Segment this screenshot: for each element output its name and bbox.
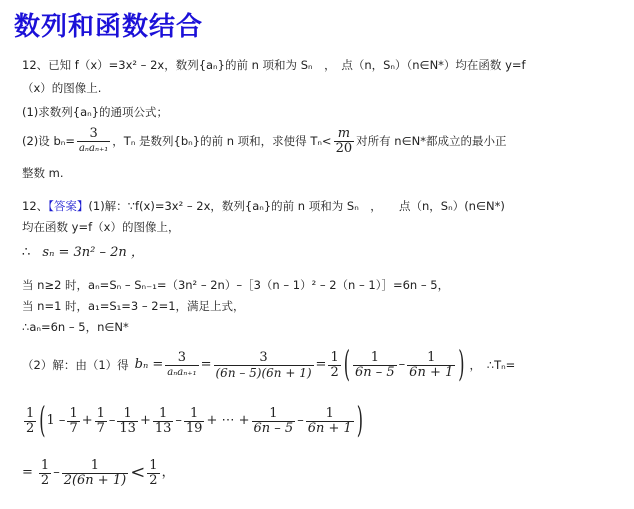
fraction-numerator: 3 xyxy=(259,349,268,365)
part2-fraction-m20 xyxy=(334,127,355,156)
final-fraction-a xyxy=(39,459,51,488)
fraction-denominator: (6n – 5)(6n + 1) xyxy=(215,365,312,380)
fraction-denominator: 13 xyxy=(154,420,172,436)
problem-line-2: （x）的图像上. xyxy=(22,81,102,95)
tn-intro: ， ∴Tₙ= xyxy=(469,358,516,372)
sum-term-5-sign: + ⋯ + xyxy=(206,413,250,428)
fraction-numerator: 1 xyxy=(330,349,339,365)
equals-sign: = xyxy=(22,465,33,480)
minus-sign: – xyxy=(398,357,406,372)
fraction-denominator: 7 xyxy=(69,420,78,436)
page-title: 数列和函数结合 xyxy=(14,12,204,42)
therefore-symbol: ∴ xyxy=(22,245,31,260)
fraction-denominator: 6n – 5 xyxy=(253,420,294,436)
final-tail: ， xyxy=(161,465,175,480)
fraction-numerator: 1 xyxy=(123,405,132,421)
bn-fraction-2 xyxy=(214,351,314,380)
bn-fraction-4 xyxy=(407,351,455,380)
fraction-denominator: 2 xyxy=(40,472,50,488)
telescoping-sum xyxy=(22,400,364,442)
sum-term-4 xyxy=(184,407,205,436)
fraction-denominator: 19 xyxy=(185,420,203,436)
fraction-denominator: aₙaₙ₊₁ xyxy=(78,142,109,154)
final-fraction-b xyxy=(62,459,129,488)
fraction-numerator: 3 xyxy=(89,125,98,141)
fraction-numerator: 1 xyxy=(370,349,379,365)
fraction-denominator: 7 xyxy=(96,420,105,436)
answer-head xyxy=(22,199,505,213)
answer-line-3 xyxy=(22,246,144,260)
right-paren: ) xyxy=(356,399,364,441)
fraction-numerator: 1 xyxy=(40,457,50,473)
fraction-numerator: m xyxy=(337,125,351,141)
sum-term-2-sign: – xyxy=(108,413,116,428)
part2-prefix: (2)设 bₙ= xyxy=(22,134,75,148)
problem-part-2 xyxy=(22,126,506,156)
sum-term-6 xyxy=(306,407,354,436)
sum-term-1-sign: + xyxy=(81,413,93,428)
fraction-numerator: 1 xyxy=(427,349,436,365)
fraction-numerator: 1 xyxy=(26,405,35,421)
less-than-sign: < xyxy=(130,462,146,483)
fraction-numerator: 1 xyxy=(190,405,199,421)
problem-line-1: 12、已知 f（x）=3x² – 2x，数列{aₙ}的前 n 项和为 Sₙ ， 点（n，Sₙ）（n∈N*）均在函数 y=f xyxy=(22,58,526,72)
fraction-denominator: 2 xyxy=(149,472,158,488)
part2-suffix: 对所有 n∈N*都成立的最小正 xyxy=(356,134,507,148)
fraction-denominator: 13 xyxy=(119,420,136,436)
sum-term-1 xyxy=(95,407,107,436)
fraction-denominator: 2(6n + 1) xyxy=(63,472,127,488)
equals-sign: = xyxy=(315,357,327,372)
minus-sign: – xyxy=(53,465,60,480)
answer-part-2 xyxy=(22,344,515,386)
final-result xyxy=(22,452,175,494)
sum-term-3 xyxy=(153,407,174,436)
right-paren: ) xyxy=(458,343,465,385)
bn-symbol: bₙ = xyxy=(134,357,164,372)
answer-number: 12、 xyxy=(22,199,49,213)
final-fraction-c xyxy=(147,459,159,488)
answer-head-text: (1)解：∵f(x)=3x² – 2x，数列{aₙ}的前 n 项和为 Sₙ ， 点（n，Sₙ）(n∈N*) xyxy=(88,199,505,213)
bn-fraction-3 xyxy=(353,351,397,380)
fraction-denominator: 2 xyxy=(330,364,339,380)
fraction-denominator: 6n + 1 xyxy=(409,364,454,380)
fraction-numerator: 1 xyxy=(96,405,105,421)
fraction-numerator: 1 xyxy=(325,405,334,421)
equals-sign: = xyxy=(200,357,212,372)
sum-start: 1 – xyxy=(46,413,66,428)
fraction-numerator: 3 xyxy=(177,349,187,365)
half-fraction xyxy=(328,351,340,380)
answer-line-2: 均在函数 y=f（x）的图像上， xyxy=(22,220,180,234)
sum-half-fraction xyxy=(24,407,36,436)
sum-term-0 xyxy=(67,407,79,436)
part2-middle: ，Tₙ 是数列{bₙ}的前 n 项和，求使得 Tₙ< xyxy=(112,134,332,148)
answer-tag: 【答案】 xyxy=(48,199,89,213)
fraction-numerator: 1 xyxy=(158,405,168,421)
sum-term-2 xyxy=(117,407,138,436)
bn-fraction-1 xyxy=(165,351,198,380)
part2-intro: （2）解：由（1）得 xyxy=(22,358,129,372)
fraction-numerator: 1 xyxy=(149,457,158,473)
sum-term-3-sign: + xyxy=(139,413,151,428)
fraction-numerator: 1 xyxy=(269,405,278,421)
fraction-denominator: 20 xyxy=(335,140,353,156)
sum-term-6-sign: – xyxy=(297,413,304,428)
part2-fraction-bn xyxy=(77,127,110,156)
answer-line-6: ∴aₙ=6n – 5，n∈N* xyxy=(22,320,129,334)
sum-term-4-sign: – xyxy=(175,413,182,428)
fraction-denominator: 6n – 5 xyxy=(354,364,395,380)
fraction-numerator: 1 xyxy=(90,457,100,473)
left-paren: ( xyxy=(343,343,350,385)
fraction-numerator: 1 xyxy=(69,405,78,421)
fraction-denominator: 2 xyxy=(26,420,35,436)
sn-formula: sₙ = 3n² – 2n ， xyxy=(42,245,144,260)
fraction-denominator: 6n + 1 xyxy=(307,420,352,436)
problem-part-1: (1)求数列{aₙ}的通项公式； xyxy=(22,105,169,119)
problem-part-2-line-2: 整数 m. xyxy=(22,166,64,180)
sum-term-5 xyxy=(252,407,296,436)
fraction-denominator: aₙaₙ₊₁ xyxy=(167,366,197,378)
answer-line-4: 当 n≥2 时，aₙ=Sₙ – Sₙ₋₁=（3n² – 2n）–［3（n – 1）² – 2（n – 1）］=6n – 5， xyxy=(22,278,450,292)
left-paren: ( xyxy=(39,399,46,441)
answer-line-5: 当 n=1 时，a₁=S₁=3 – 2=1，满足上式， xyxy=(22,299,245,313)
